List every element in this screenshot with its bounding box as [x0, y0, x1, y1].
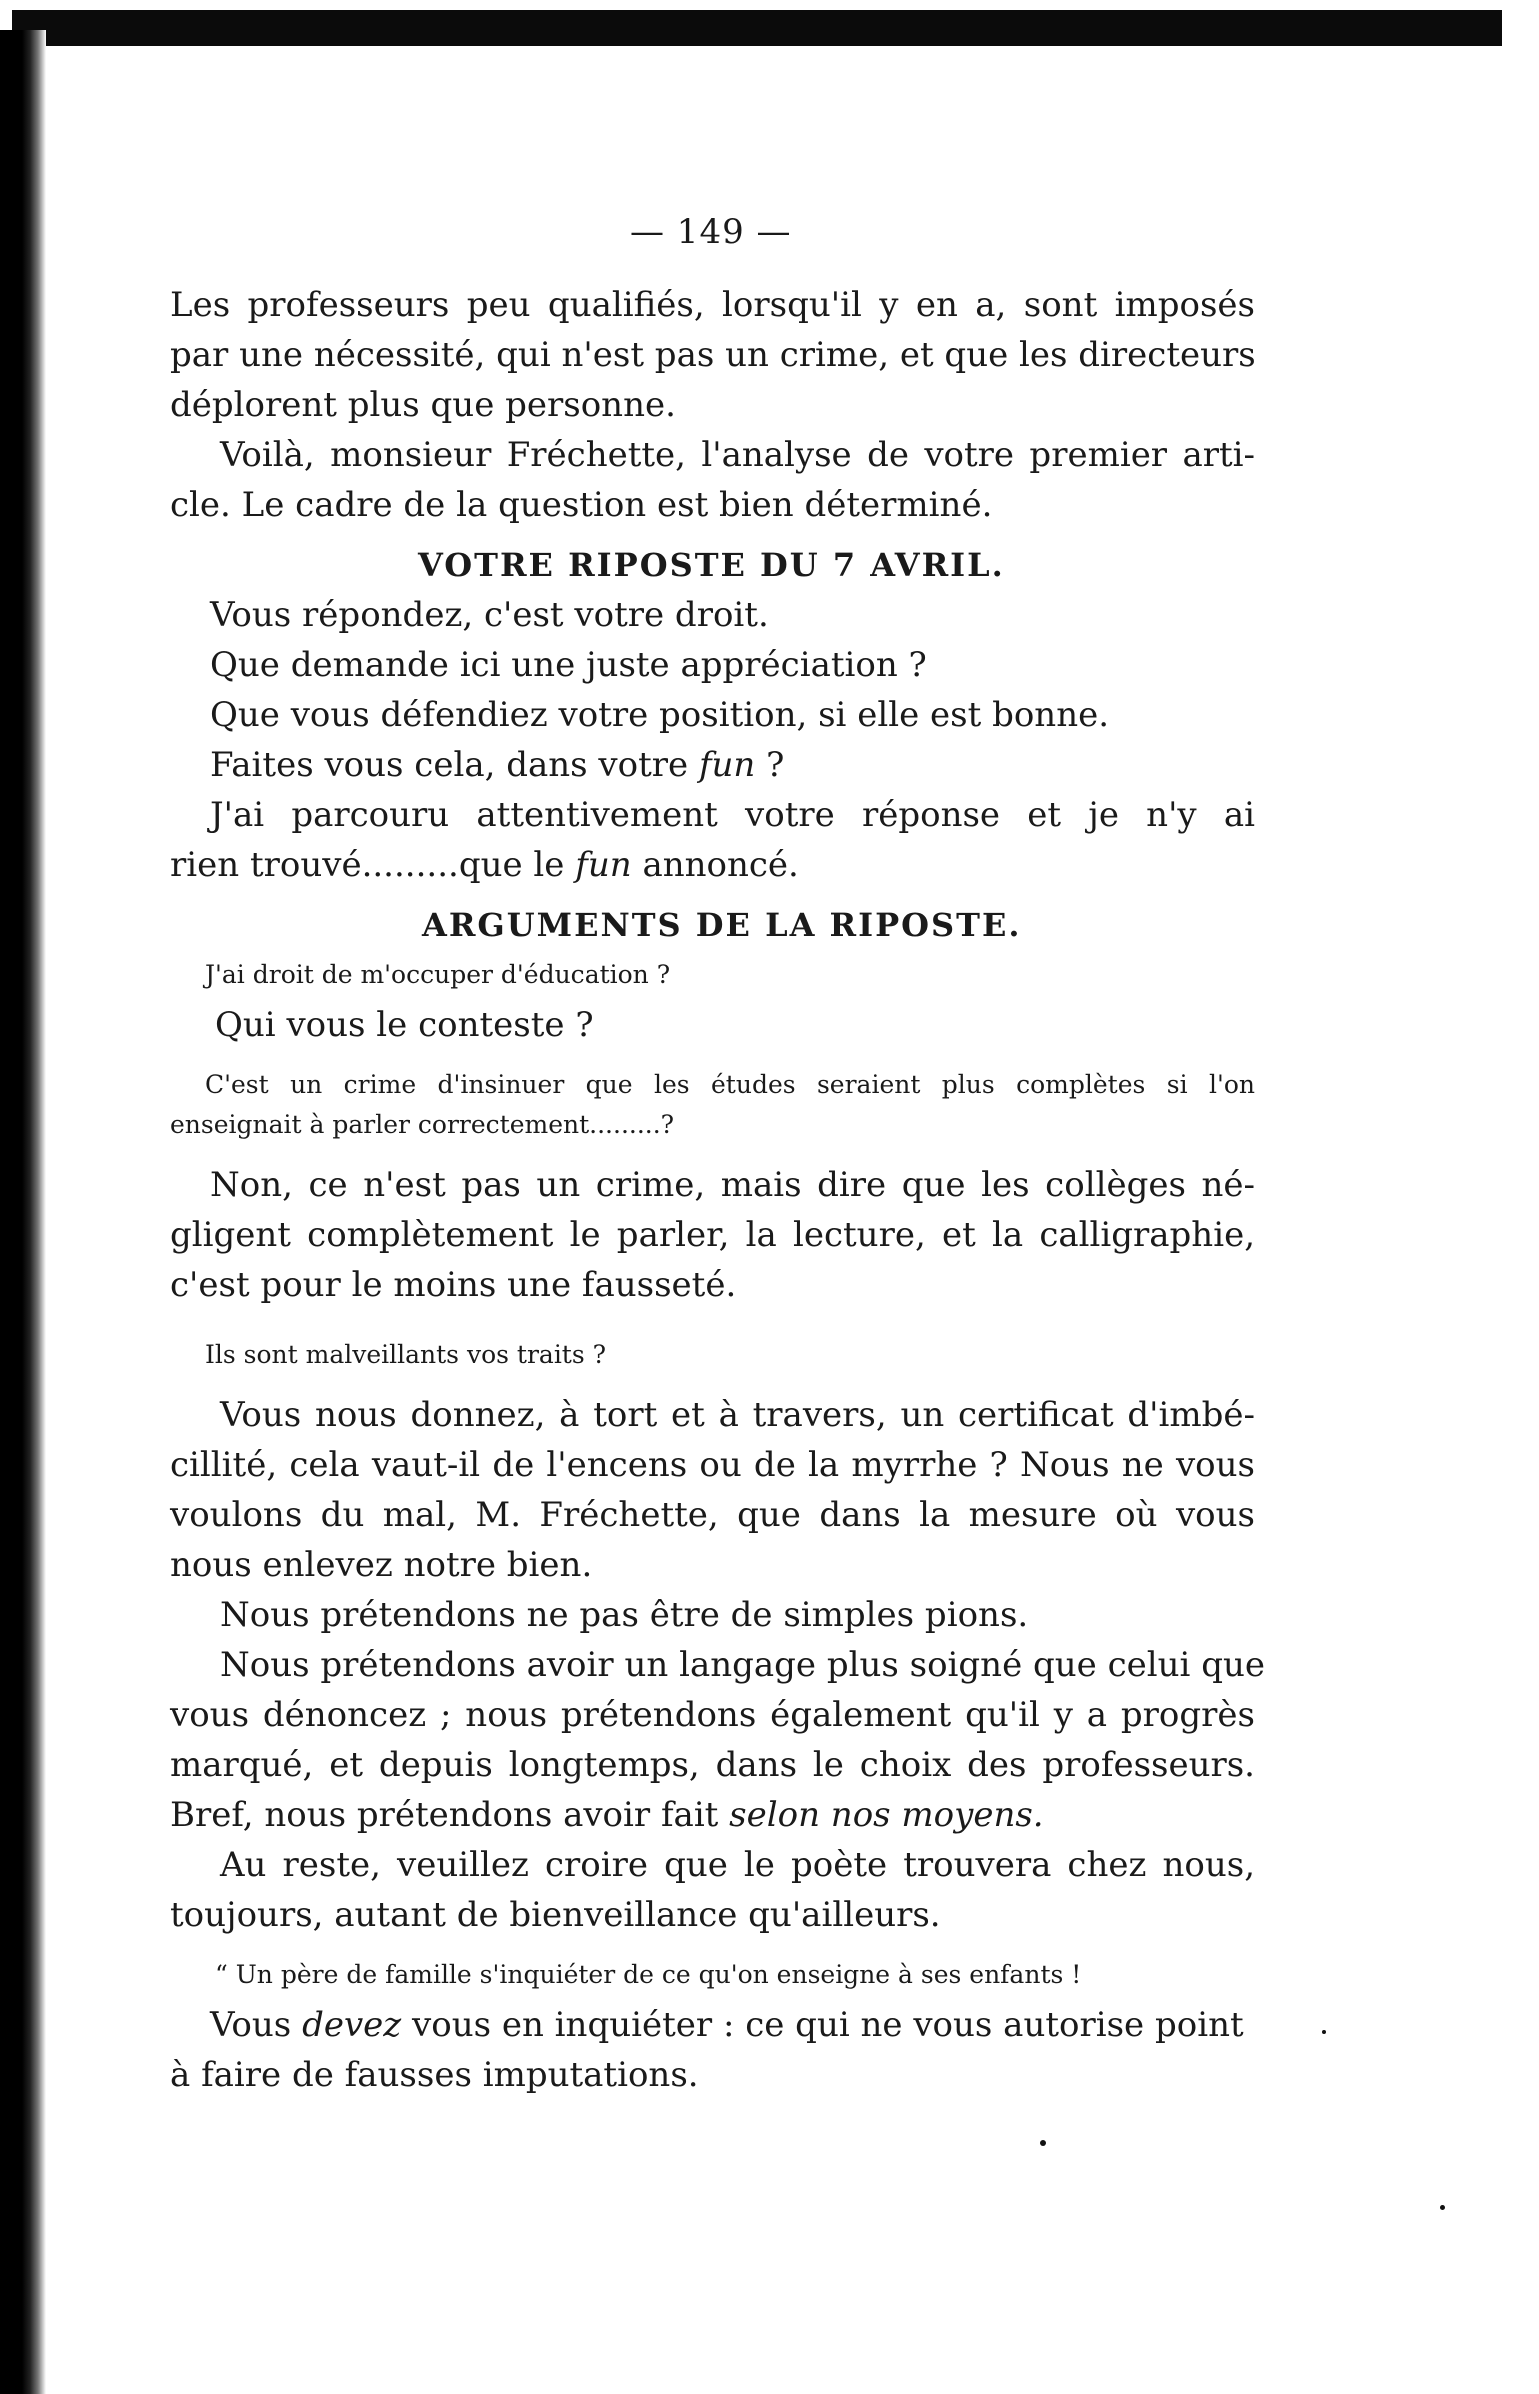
text-line: nous enlevez notre bien.: [170, 1545, 593, 1585]
text-line: à faire de fausses imputations.: [170, 2055, 699, 2095]
text-line: J'ai parcouru attentivement votre réponse et je n'y ai: [210, 795, 1255, 835]
italic-span: devez: [302, 2005, 402, 2045]
text-span: rien trouvé.........que le: [170, 845, 565, 885]
text-line: c'est pour le moins une fausseté.: [170, 1265, 737, 1305]
text-line: Nous prétendons avoir un langage plus soigné que celui que: [220, 1645, 1266, 1685]
quoted-argument: enseignait à parler correctement.........?: [170, 1110, 675, 1139]
text-line: Que demande ici une juste appréciation ?: [210, 645, 927, 685]
text-line: cillité, cela vaut-il de l'encens ou de la myrrhe ? Nous ne vous: [170, 1445, 1255, 1485]
page-number: — 149 —: [630, 212, 792, 252]
text-line: déplorent plus que personne.: [170, 385, 676, 425]
text-span: annoncé.: [642, 845, 799, 885]
text-span: Vous: [210, 2005, 292, 2045]
text-line: Vous nous donnez, à tort et à travers, un certificat d'imbé-: [220, 1395, 1255, 1435]
text-line: Que vous défendiez votre position, si elle est bonne.: [210, 695, 1110, 735]
text-span: Bref, nous prétendons avoir fait: [170, 1795, 719, 1835]
scan-left-border: [0, 30, 46, 2394]
quoted-argument: “ Un père de famille s'inquiéter de ce qu'on enseigne à ses enfants !: [215, 1960, 1082, 1989]
scan-speck: [1322, 2030, 1326, 2034]
italic-span: selon nos moyens.: [729, 1795, 1044, 1835]
scan-top-border: [12, 10, 1502, 46]
text-line: Voilà, monsieur Fréchette, l'analyse de votre premier arti-: [220, 435, 1255, 475]
text-line: cle. Le cadre de la question est bien déterminé.: [170, 485, 993, 525]
text-line: gligent complètement le parler, la lecture, et la calligraphie,: [170, 1215, 1255, 1255]
italic-span: fun: [698, 745, 756, 785]
text-span: vous en inquiéter : ce qui ne vous autorise point: [412, 2005, 1244, 2045]
scan-speck: [1040, 2140, 1046, 2146]
italic-span: fun: [575, 845, 632, 885]
text-line: marqué, et depuis longtemps, dans le choix des professeurs.: [170, 1745, 1255, 1785]
text-span: Faites vous cela, dans votre: [210, 745, 689, 785]
text-line: [210, 745, 784, 785]
scan-speck: [1440, 2205, 1445, 2210]
quoted-argument: C'est un crime d'insinuer que les études seraient plus complètes si l'on: [205, 1070, 1255, 1099]
text-line: Nous prétendons ne pas être de simples pions.: [220, 1595, 1029, 1635]
text-line: voulons du mal, M. Fréchette, que dans la mesure où vous: [170, 1495, 1255, 1535]
text-line: toujours, autant de bienveillance qu'ailleurs.: [170, 1895, 941, 1935]
section-heading: ARGUMENTS DE LA RIPOSTE.: [422, 906, 1022, 944]
text-span: ?: [766, 745, 785, 785]
text-line: Vous répondez, c'est votre droit.: [210, 595, 769, 635]
text-line: Qui vous le conteste ?: [215, 1005, 594, 1045]
section-heading: VOTRE RIPOSTE DU 7 AVRIL.: [418, 546, 1005, 584]
text-line: Non, ce n'est pas un crime, mais dire que les collèges né-: [210, 1165, 1255, 1205]
quoted-argument: J'ai droit de m'occuper d'éducation ?: [205, 960, 671, 989]
text-line: [210, 2005, 1244, 2045]
quoted-argument: Ils sont malveillants vos traits ?: [205, 1340, 607, 1369]
text-line: Au reste, veuillez croire que le poète trouvera chez nous,: [220, 1845, 1255, 1885]
text-line: vous dénoncez ; nous prétendons également qu'il y a progrès: [170, 1695, 1255, 1735]
text-line: Les professeurs peu qualifiés, lorsqu'il y en a, sont imposés: [170, 285, 1255, 325]
text-line: [170, 1795, 1044, 1835]
text-line: par une nécessité, qui n'est pas un crime, et que les directeurs: [170, 335, 1256, 375]
text-line: [170, 845, 799, 885]
